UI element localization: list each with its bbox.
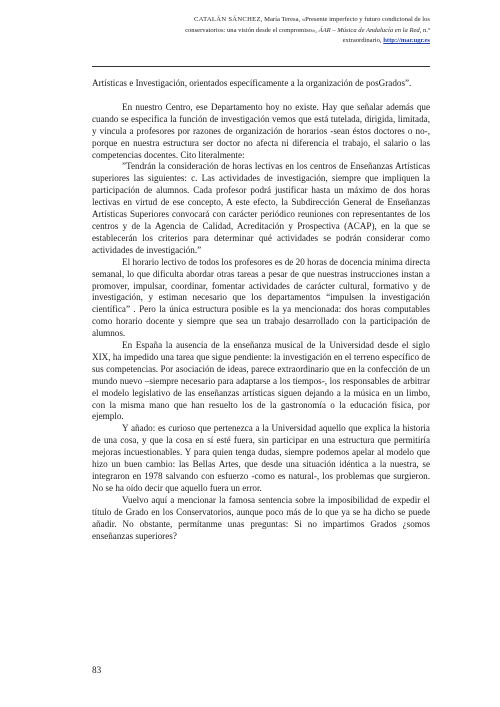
- header-url-link[interactable]: http://mar.ugr.es: [383, 37, 430, 44]
- header-line-2: [92, 26, 430, 37]
- header-title: conservatorios: una visión desde el compromiso»,: [185, 26, 319, 34]
- paragraph: Artísticas e Investigación, orientados específicamente a la organización de posGrados”.: [92, 78, 412, 88]
- running-header: [92, 15, 430, 47]
- header-journal: ÁAR – Música de Andalucía en la Red: [318, 26, 420, 34]
- block-quote: ”Tendrán la consideración de horas lectivas en los centros de Enseñanzas Artísticas superiores las siguientes: c. Las actividades de investigación, siempre que impliquen la participación de alumnos. Cada profesor podrá justificar hasta un máximo de dos horas lectivas en virtud de ese concepto, A este efecto, la Subdirección General de Enseñanzas Artísticas Superiores convocará con carácter periódico reuniones con representantes de los centros y de la Agencia de Calidad, Acreditación y Prospectiva (ACAP), en la que se establecerán los criterios para determinar qué actividades se podrán considerar como actividades de investigación.”: [92, 161, 430, 255]
- header-rule: [92, 66, 430, 67]
- header-author-rest: , María Teresa, «Presente imperfecto y futuro condicional de los: [260, 16, 430, 23]
- page-number: 83: [92, 665, 102, 675]
- paragraph: Y añado: es curioso que pertenezca a la Universidad aquello que explica la historia de una cosa, y que la cosa en sí esté fuera, sin participar en una estructura que permitiría mejoras incuestionables. Y para quien tenga dudas, siempre podemos apelar al modelo que hizo un buen cambio: las Bellas Artes, que desde una situación idéntica a la nuestra, se integraron en 1978 salvando con esfuerzo -como es natural-, los problemas que surgieron. No se ha oído decir que aquello fuera un error.: [92, 423, 430, 493]
- header-edition: extraordinario,: [342, 37, 384, 44]
- body-text: [92, 78, 430, 542]
- header-line-3: [92, 36, 430, 47]
- paragraph: Vuelvo aquí a mencionar la famosa sentencia sobre la imposibilidad de expedir el título de Grado en los Conservatorios, aunque poco más de lo que ya se ha dicho se puede añadir. No obstante, permítanme unas preguntas: Si no impartimos Grados ¿somos enseñanzas superiores?: [92, 494, 430, 541]
- paragraph: En nuestro Centro, ese Departamento hoy no existe. Hay que señalar además que cuando se especifica la función de investigación vemos que está tutelada, dirigida, limitada, y vincula a profesores por razones de organización de horarios -sean éstos doctores o no-, porque en nuestra estructura ser doctor no afecta ni diferencia el trabajo, el salario o las competencias docentes. Cito literalmente:: [92, 101, 430, 160]
- header-author: CATALÁN SÁNCHEZ: [194, 16, 261, 23]
- paragraph: El horario lectivo de todos los profesores es de 20 horas de docencia mínima directa semanal, lo que dificulta abordar otras tareas a pesar de que nuestras instrucciones instan a promover, impulsar, coordinar, fomentar actividades de carácter cultural, formativo y de investigación, y estiman necesario que los departamentos “impulsen la investigación científica” . Pero la única estructura posible es la ya mencionada: dos horas computables como horario docente y siempre que sea un trabajo desarrollado con la participación de alumnos.: [92, 256, 430, 339]
- header-line-1: [92, 15, 430, 26]
- header-issue: , n.º: [419, 26, 430, 34]
- paragraph: En España la ausencia de la enseñanza musical de la Universidad desde el siglo XIX, ha impedido una tarea que sigue pendiente: la investigación en el terreno específico de sus competencias. Por asociación de ideas, parece extraordinario que en la confección de un mundo nuevo –siempre necesario para adaptarse a los tiempos-, los responsables de arbitrar el modelo legislativo de las enseñanzas artísticas siguen dejando a la música en un limbo, con la misma mano que han resuelto los de la gastronomía o la educación física, por ejemplo.: [92, 340, 430, 422]
